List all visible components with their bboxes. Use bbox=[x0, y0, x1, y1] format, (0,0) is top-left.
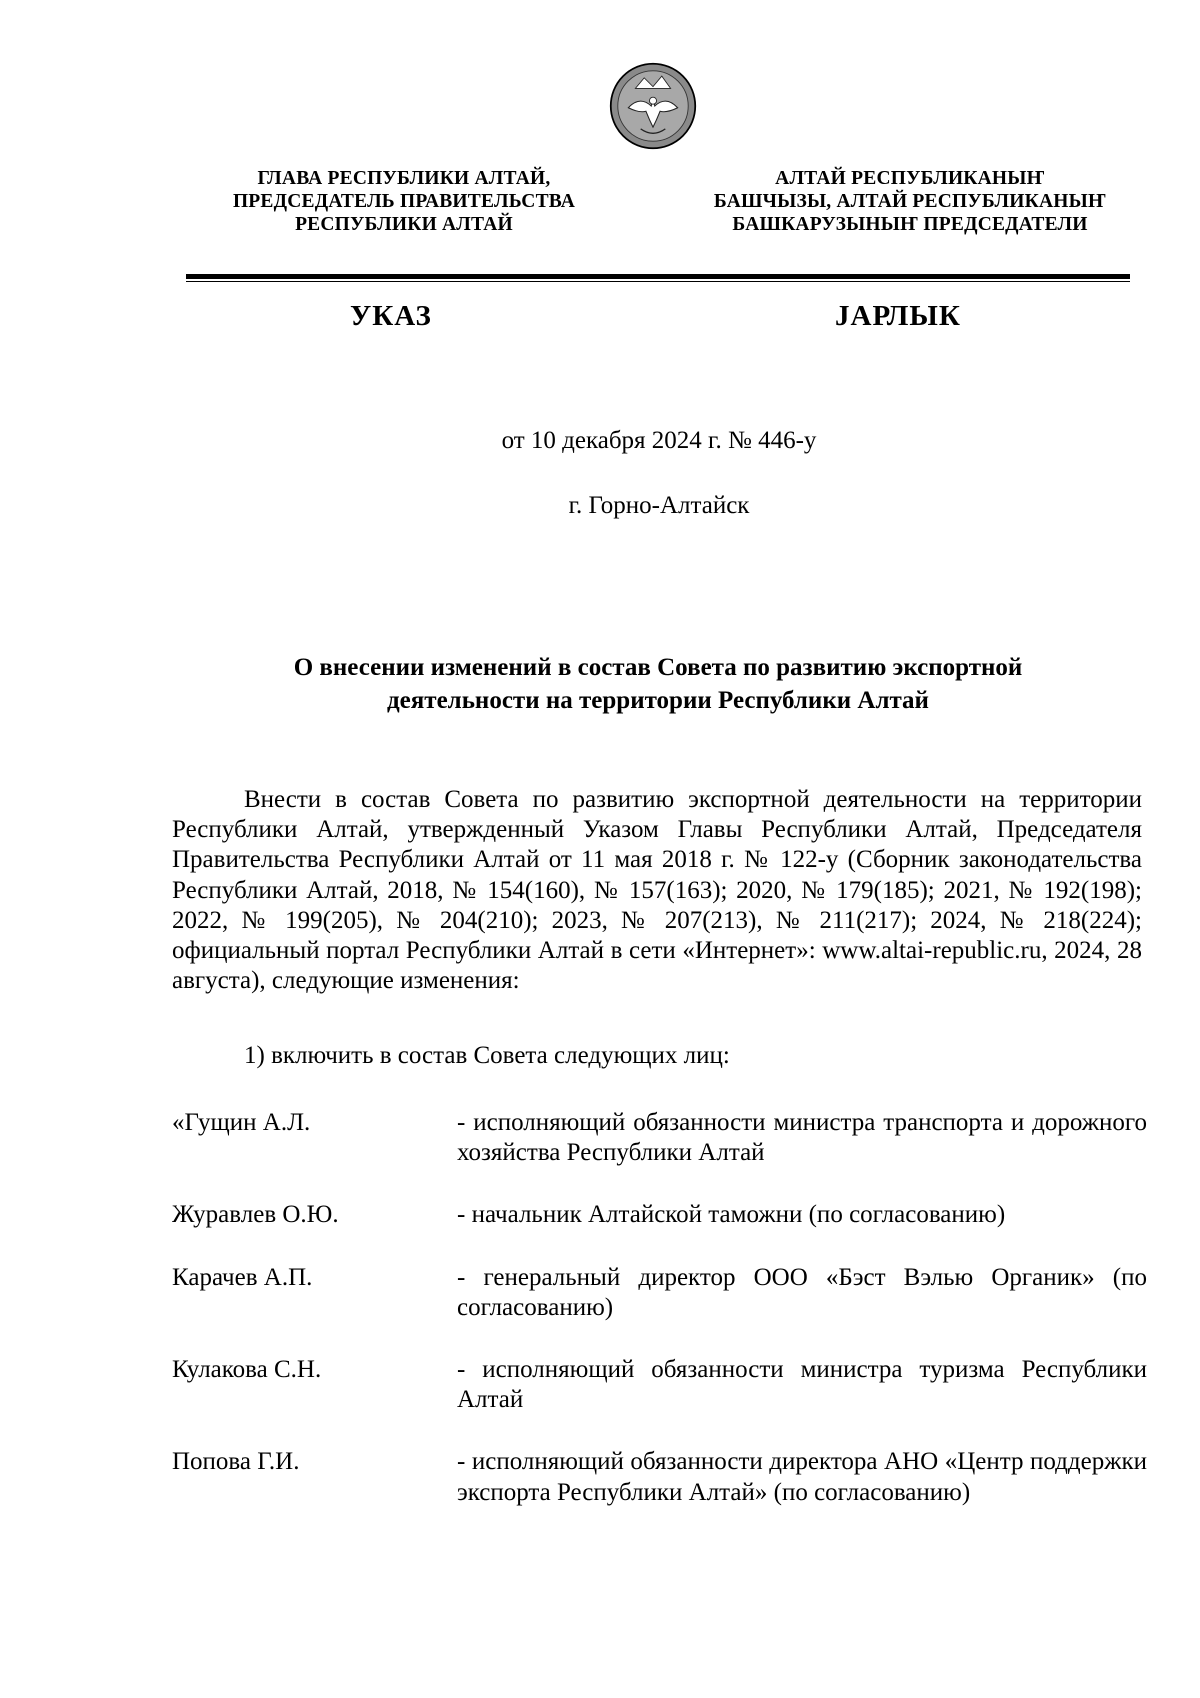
member-name: Журавлев О.Ю. bbox=[172, 1201, 339, 1229]
decree-title-line: О внесении изменений в состав Совета по развитию экспортной bbox=[293, 654, 1023, 681]
member-role: - начальник Алтайской таможни (по согласованию) bbox=[457, 1201, 1006, 1229]
member-row bbox=[172, 1200, 1147, 1230]
header-left-line: ГЛАВА РЕСПУБЛИКИ АЛТАЙ, bbox=[257, 168, 551, 189]
header-divider-thin bbox=[186, 281, 1130, 282]
member-role: - исполняющий обязанности министра туризма Республики Алтай bbox=[457, 1356, 1147, 1414]
member-name: «Гущин А.Л. bbox=[172, 1109, 311, 1136]
decree-city: г. Горно-Алтайск bbox=[568, 492, 750, 519]
member-name: Карачев А.П. bbox=[172, 1263, 313, 1291]
member-role: - исполняющий обязанности министра транспорта и дорожного хозяйства Республики Алтай bbox=[457, 1109, 1147, 1167]
doc-type-russian: УКАЗ bbox=[350, 300, 432, 332]
header-right-block bbox=[680, 167, 1140, 236]
coat-of-arms-emblem-icon bbox=[609, 62, 697, 150]
header-left-line: РЕСПУБЛИКИ АЛТАЙ bbox=[295, 214, 513, 235]
member-row bbox=[172, 1447, 1147, 1507]
member-row bbox=[172, 1108, 1147, 1168]
header-right-line: БАШКАРУЗЫНЫҤ ПРЕДСЕДАТЕЛИ bbox=[732, 214, 1088, 235]
member-name: Кулакова С.Н. bbox=[172, 1356, 322, 1384]
decree-title bbox=[160, 651, 1156, 717]
member-row bbox=[172, 1263, 1147, 1323]
list-item-1: 1) включить в состав Совета следующих лиц: bbox=[244, 1042, 730, 1069]
header-left-line: ПРЕДСЕДАТЕЛЬ ПРАВИТЕЛЬСТВА bbox=[232, 191, 576, 212]
header-right-line: АЛТАЙ РЕСПУБЛИКАНЫҤ bbox=[775, 168, 1045, 189]
member-row bbox=[172, 1355, 1147, 1415]
header-left-block bbox=[184, 167, 624, 236]
members-list bbox=[172, 1108, 1147, 1540]
decree-body bbox=[172, 785, 1142, 996]
member-role: - генеральный директор ООО «Бэст Вэлью Органик» (по согласованию) bbox=[457, 1263, 1147, 1321]
header-right-line: БАШЧЫЗЫ, АЛТАЙ РЕСПУБЛИКАНЫҤ bbox=[713, 191, 1107, 212]
doc-type-altai: JАРЛЫК bbox=[835, 300, 961, 332]
member-name: Попова Г.И. bbox=[172, 1448, 300, 1476]
decree-date-number: от 10 декабря 2024 г. № 446-у bbox=[501, 427, 817, 454]
decree-body-paragraph: Внести в состав Совета по развитию экспортной деятельности на территории Республики Алтай, утвержденный Указом Главы Республики Алтай, Председателя Правительства Республики Алтай от 11 мая 2018 г. № 122-у (Сборник законодательства Республики Алтай, 2018, № 154(160), № 157(163); 2020, № 179(185); 2021, № 192(198); 2022, № 199(205), № 204(210); 2023, № 207(213), № 211(217); 2024, № 218(224); официальный портал Республики Алтай в сети «Интернет»: www.altai-republic.ru, 2024, 28 августа), следующие изменения: bbox=[172, 786, 1142, 995]
member-role: - исполняющий обязанности директора АНО «Центр поддержки экспорта Республики Алтай» (по согласованию) bbox=[457, 1448, 1147, 1506]
decree-title-line: деятельности на территории Республики Алтай bbox=[387, 687, 929, 714]
header-divider-thick bbox=[186, 274, 1130, 279]
